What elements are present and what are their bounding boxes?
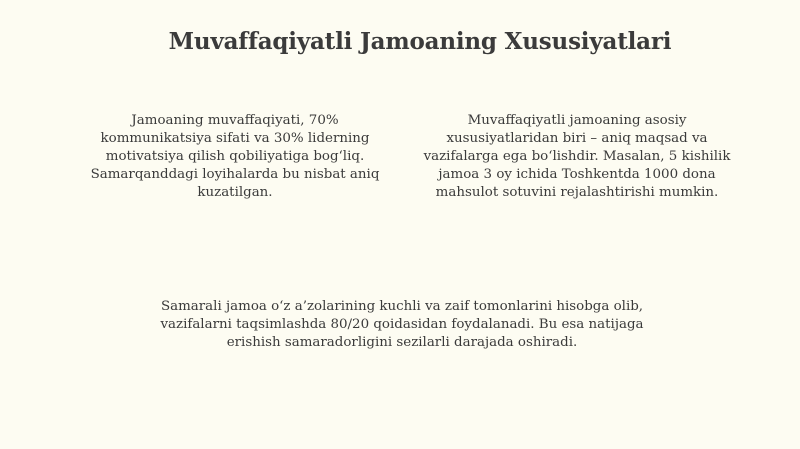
paragraph-goals: Muvaffaqiyatli jamoaning asosiy xususiyatlaridan biri – aniq maqsad va vazifalarga ega bo‘lishdir. Masalan, 5 kishilik jamoa 3 oy ichida Toshkentda 1000 dona mahsulot sotuvini rejalashtirishi mumkin. [423,113,731,200]
paragraph-task-distribution: Samarali jamoa o‘z a’zolarining kuchli va zaif tomonlarini hisobga olib, vazifalarni taqsimlashda 80/20 qoidasidan foydalanadi. Bu esa natijaga erishish samaradorligini sezilarli darajada oshiradi. [160,299,644,350]
paragraph-communication: Jamoaning muvaffaqiyati, 70% kommunikatsiya sifati va 30% liderning motivatsiya qilish qobiliyatiga bog‘liq. Samarqanddagi loyihalarda bu nisbat aniq kuzatilgan. [90,113,380,200]
slide-title: Muvaffaqiyatli Jamoaning Xususiyatlari [168,28,672,55]
